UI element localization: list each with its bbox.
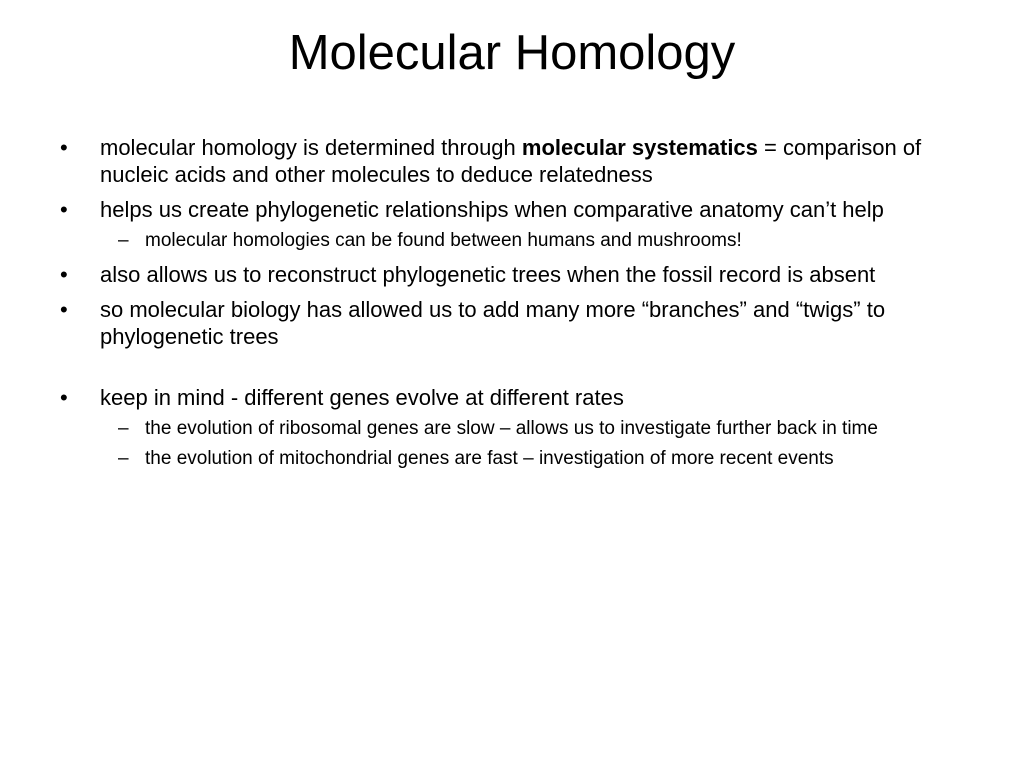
bullet-marker: • xyxy=(60,135,68,160)
sub-bullet-text: molecular homologies can be found between humans and mushrooms! xyxy=(145,230,742,251)
slide-title: Molecular Homology xyxy=(288,26,736,80)
bullet-item xyxy=(50,261,960,288)
dash-marker: – xyxy=(118,418,129,439)
dash-marker: – xyxy=(118,230,129,251)
sub-bullet-text: the evolution of ribosomal genes are slow – allows us to investigate further back in time xyxy=(145,418,878,439)
bullet-item xyxy=(50,196,960,223)
dash-marker: – xyxy=(118,448,129,469)
bullet-text: helps us create phylogenetic relationships when comparative anatomy can’t help xyxy=(100,197,884,222)
bullet-text: keep in mind - different genes evolve at different rates xyxy=(100,385,624,410)
sub-bullet-item xyxy=(50,229,960,253)
bullet-marker: • xyxy=(60,197,68,222)
bullet-bold-term: molecular systematics xyxy=(521,135,758,160)
bullet-text: so molecular biology has allowed us to add many more “branches” and “twigs” to phylogenetic trees xyxy=(100,297,886,349)
sub-bullet-text: the evolution of mitochondrial genes are fast – investigation of more recent events xyxy=(145,448,834,469)
bullet-text: molecular homology is determined through xyxy=(100,135,522,160)
sub-bullet-item xyxy=(50,447,960,471)
sub-bullet-item xyxy=(50,417,960,441)
bullet-marker: • xyxy=(60,262,68,287)
bullet-item xyxy=(50,134,960,188)
slide-body xyxy=(50,134,960,479)
bullet-marker: • xyxy=(60,297,68,322)
bullet-text: = comparison of nucleic acids and other molecules to deduce relatedness xyxy=(100,135,922,187)
bullet-item xyxy=(50,384,960,411)
bullet-marker: • xyxy=(60,385,68,410)
bullet-text: also allows us to reconstruct phylogenetic trees when the fossil record is absent xyxy=(100,262,876,287)
bullet-item xyxy=(50,296,960,350)
